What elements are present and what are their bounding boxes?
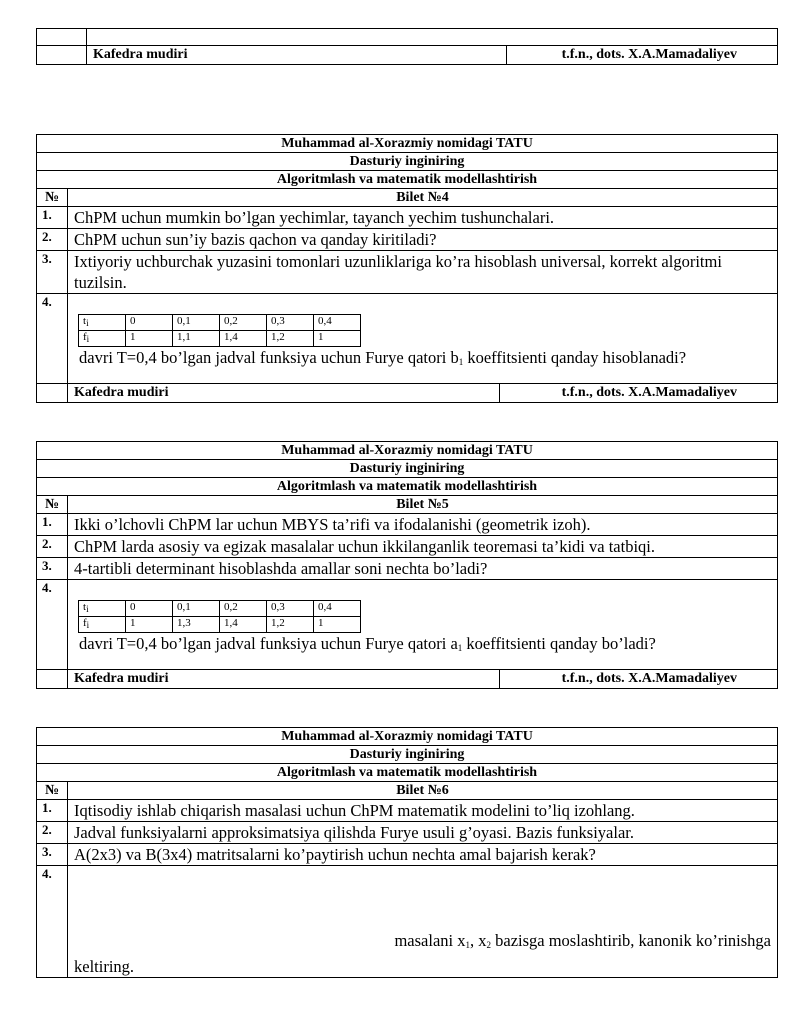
university-name: Muhammad al-Xorazmiy nomidagi TATU — [37, 135, 778, 153]
question-1: ChPM uchun mumkin bo’lgan yechimlar, tayanch yechim tushunchalari. — [68, 207, 778, 229]
number-label: № — [37, 782, 68, 800]
q2-number: 2. — [37, 536, 68, 558]
head-label: Kafedra mudiri — [68, 670, 500, 689]
head-label: Kafedra mudiri — [68, 384, 500, 403]
q3-number: 3. — [37, 844, 68, 866]
function-table — [78, 314, 361, 347]
number-label: № — [37, 496, 68, 514]
faculty-name: Dasturiy inginiring — [37, 746, 778, 764]
ticket-title: Bilet №6 — [68, 782, 778, 800]
q2-number: 2. — [37, 229, 68, 251]
q3-number: 3. — [37, 558, 68, 580]
q3-number: 3. — [37, 251, 68, 294]
question-4 — [68, 294, 778, 384]
signature: t.f.n., dots. X.A.Mamadaliyev — [500, 384, 778, 403]
question-1: Iqtisodiy ishlab chiqarish masalasi uchun ChPM matematik modelini to’liq izohlang. — [68, 800, 778, 822]
signature: t.f.n., dots. X.A.Mamadaliyev — [500, 670, 778, 689]
q4-number: 4. — [37, 294, 68, 384]
q1-number: 1. — [37, 207, 68, 229]
function-table — [78, 600, 361, 633]
question-4-line-2: keltiring. — [74, 957, 135, 976]
q1-number: 1. — [37, 514, 68, 536]
question-3: 4-tartibli determinant hisoblashda amallar soni nechta bo’ladi? — [68, 558, 778, 580]
ticket-5 — [36, 441, 778, 689]
head-label: Kafedra mudiri — [87, 46, 507, 65]
f-row: $f_i$ 1 1,1 1,4 1,2 1 — [79, 331, 361, 347]
subject-name: Algoritmlash va matematik modellashtirish — [37, 478, 778, 496]
top-footer-table — [36, 28, 778, 65]
ticket-4 — [36, 134, 778, 403]
ticket-title: Bilet №5 — [68, 496, 778, 514]
ticket-6 — [36, 727, 778, 978]
f-row: $f_i$ 1 1,3 1,4 1,2 1 — [79, 617, 361, 633]
question-4-text: davri T=0,4 bo’lgan jadval funksiya uchun Furye qatori $b_1$ koeffitsienti qanday hisoblanadi? — [79, 348, 687, 367]
question-4 — [68, 866, 778, 978]
q1-number: 1. — [37, 800, 68, 822]
subject-name: Algoritmlash va matematik modellashtirish — [37, 171, 778, 189]
q2-number: 2. — [37, 822, 68, 844]
question-3: A(2x3) va B(3x4) matritsalarni ko’paytirish uchun nechta amal bajarish kerak? — [68, 844, 778, 866]
t-row: $t_i$ 0 0,1 0,2 0,3 0,4 — [79, 315, 361, 331]
university-name: Muhammad al-Xorazmiy nomidagi TATU — [37, 442, 778, 460]
question-2: ChPM uchun sun’iy bazis qachon va qanday kiritiladi? — [68, 229, 778, 251]
university-name: Muhammad al-Xorazmiy nomidagi TATU — [37, 728, 778, 746]
faculty-name: Dasturiy inginiring — [37, 153, 778, 171]
question-1: Ikki o’lchovli ChPM lar uchun MBYS ta’rifi va ifodalanishi (geometrik izoh). — [68, 514, 778, 536]
t-row: $t_i$ 0 0,1 0,2 0,3 0,4 — [79, 601, 361, 617]
question-2: Jadval funksiyalarni approksimatsiya qilishda Furye usuli g’oyasi. Bazis funksiyalar. — [68, 822, 778, 844]
question-4-line-1: masalani $x_1$, $x_2$ bazisga moslashtirib, kanonik ko’rinishga — [394, 931, 771, 950]
subject-name: Algoritmlash va matematik modellashtirish — [37, 764, 778, 782]
q4-number: 4. — [37, 580, 68, 670]
question-3: Ixtiyoriy uchburchak yuzasini tomonlari uzunliklariga ko’ra hisoblash universal, korrekt algoritmi tuzilsin. — [68, 251, 778, 294]
question-4 — [68, 580, 778, 670]
question-4-text: davri T=0,4 bo’lgan jadval funksiya uchun Furye qatori $a_1$ koeffitsienti qanday bo’ladi? — [79, 634, 656, 653]
faculty-name: Dasturiy inginiring — [37, 460, 778, 478]
number-label: № — [37, 189, 68, 207]
signature: t.f.n., dots. X.A.Mamadaliyev — [507, 46, 778, 65]
question-2: ChPM larda asosiy va egizak masalalar uchun ikkilanganlik teoremasi ta’kidi va tatbiqi. — [68, 536, 778, 558]
q4-number: 4. — [37, 866, 68, 978]
ticket-title: Bilet №4 — [68, 189, 778, 207]
